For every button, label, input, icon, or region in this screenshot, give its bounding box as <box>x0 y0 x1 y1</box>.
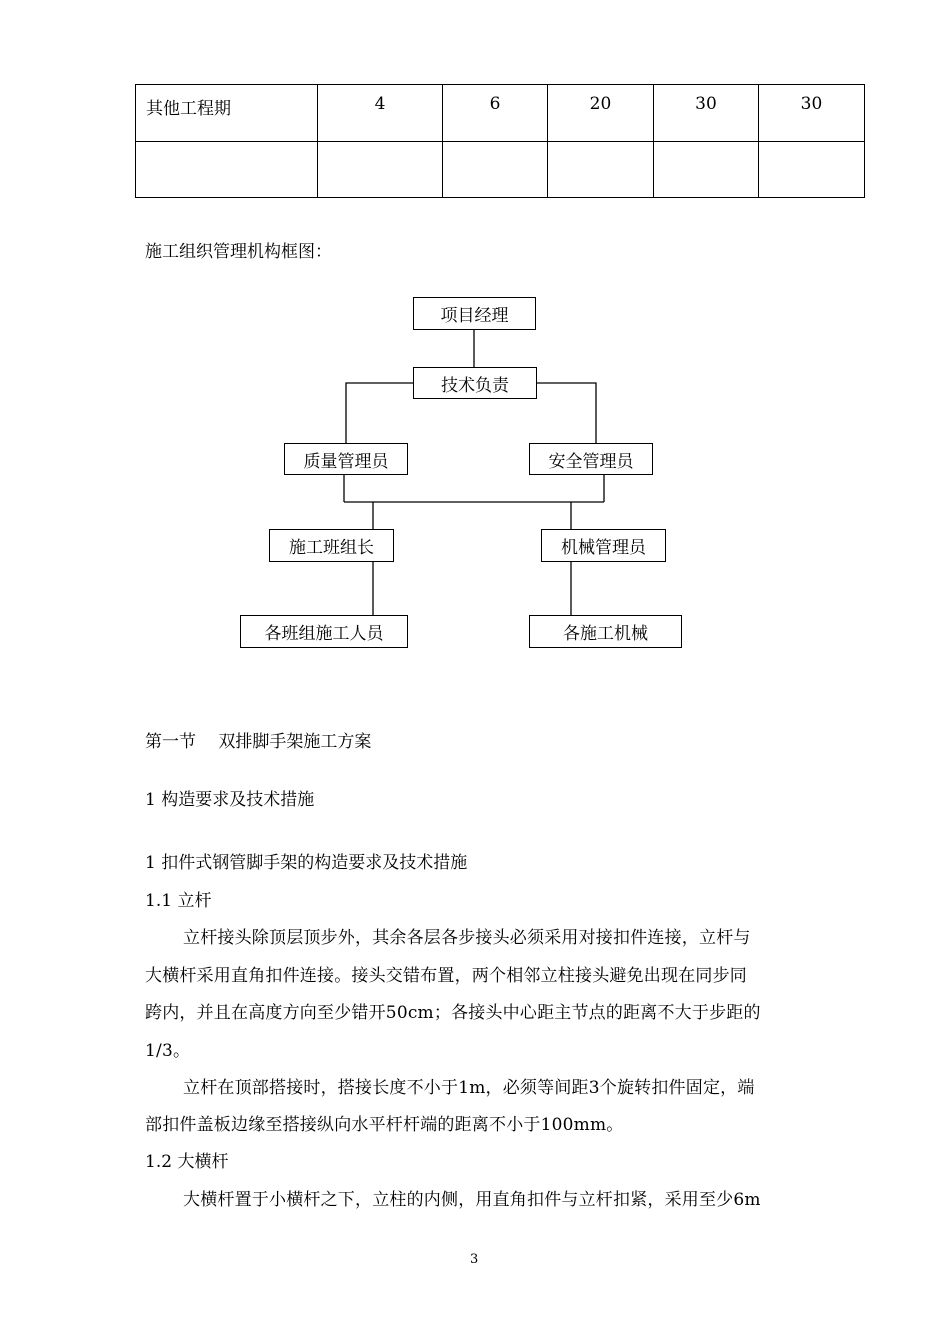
paragraph-line: 立杆在顶部搭接时，搭接长度不小于1m，必须等间距3个旋转扣件固定，端 <box>183 1078 755 1098</box>
paragraph-line: 大横杆采用直角扣件连接。接头交错布置，两个相邻立柱接头避免出现在同步同 <box>145 966 747 986</box>
org-box-quality-manager: 质量管理员 <box>284 443 408 475</box>
org-chart-heading: 施工组织管理机构框图： <box>145 242 332 262</box>
paragraph-line: 跨内，并且在高度方向至少错开50cm；各接头中心距主节点的距离不大于步距的 <box>145 1003 761 1023</box>
org-box-project-manager: 项目经理 <box>413 297 536 330</box>
table-cell: 4 <box>318 85 443 142</box>
table-cell: 6 <box>443 85 548 142</box>
connector-tech-quality <box>346 383 413 443</box>
table-cell: 30 <box>759 85 865 142</box>
table-cell: 30 <box>654 85 759 142</box>
connector-tech-safety <box>537 383 596 443</box>
heading-uprights: 1.1 立杆 <box>145 891 212 911</box>
table-cell: 其他工程期 <box>136 85 318 142</box>
org-box-team-leader: 施工班组长 <box>269 529 394 562</box>
page-number: 3 <box>470 1252 479 1267</box>
org-box-machine-manager: 机械管理员 <box>541 529 666 562</box>
paragraph-line: 立杆接头除顶层顶步外，其余各层各步接头必须采用对接扣件连接，立杆与 <box>183 928 751 948</box>
paragraph-line: 1/3。 <box>145 1041 191 1061</box>
section-title: 第一节 双排脚手架施工方案 <box>145 732 372 752</box>
heading-ledgers: 1.2 大横杆 <box>145 1152 229 1172</box>
heading-construction-requirements: 1 构造要求及技术措施 <box>145 790 315 810</box>
org-box-machines: 各施工机械 <box>529 615 682 648</box>
org-box-safety-manager: 安全管理员 <box>529 443 653 475</box>
paragraph-line: 大横杆置于小横杆之下，立柱的内侧，用直角扣件与立杆扣紧，采用至少6m <box>183 1190 761 1210</box>
paragraph-line: 部扣件盖板边缘至搭接纵向水平杆杆端的距离不小于100mm。 <box>145 1115 624 1135</box>
heading-scaffold-requirements: 1 扣件式钢管脚手架的构造要求及技术措施 <box>145 853 468 873</box>
table-cell: 20 <box>548 85 654 142</box>
org-box-tech-lead: 技术负责 <box>413 367 537 399</box>
org-box-workers: 各班组施工人员 <box>240 615 408 648</box>
